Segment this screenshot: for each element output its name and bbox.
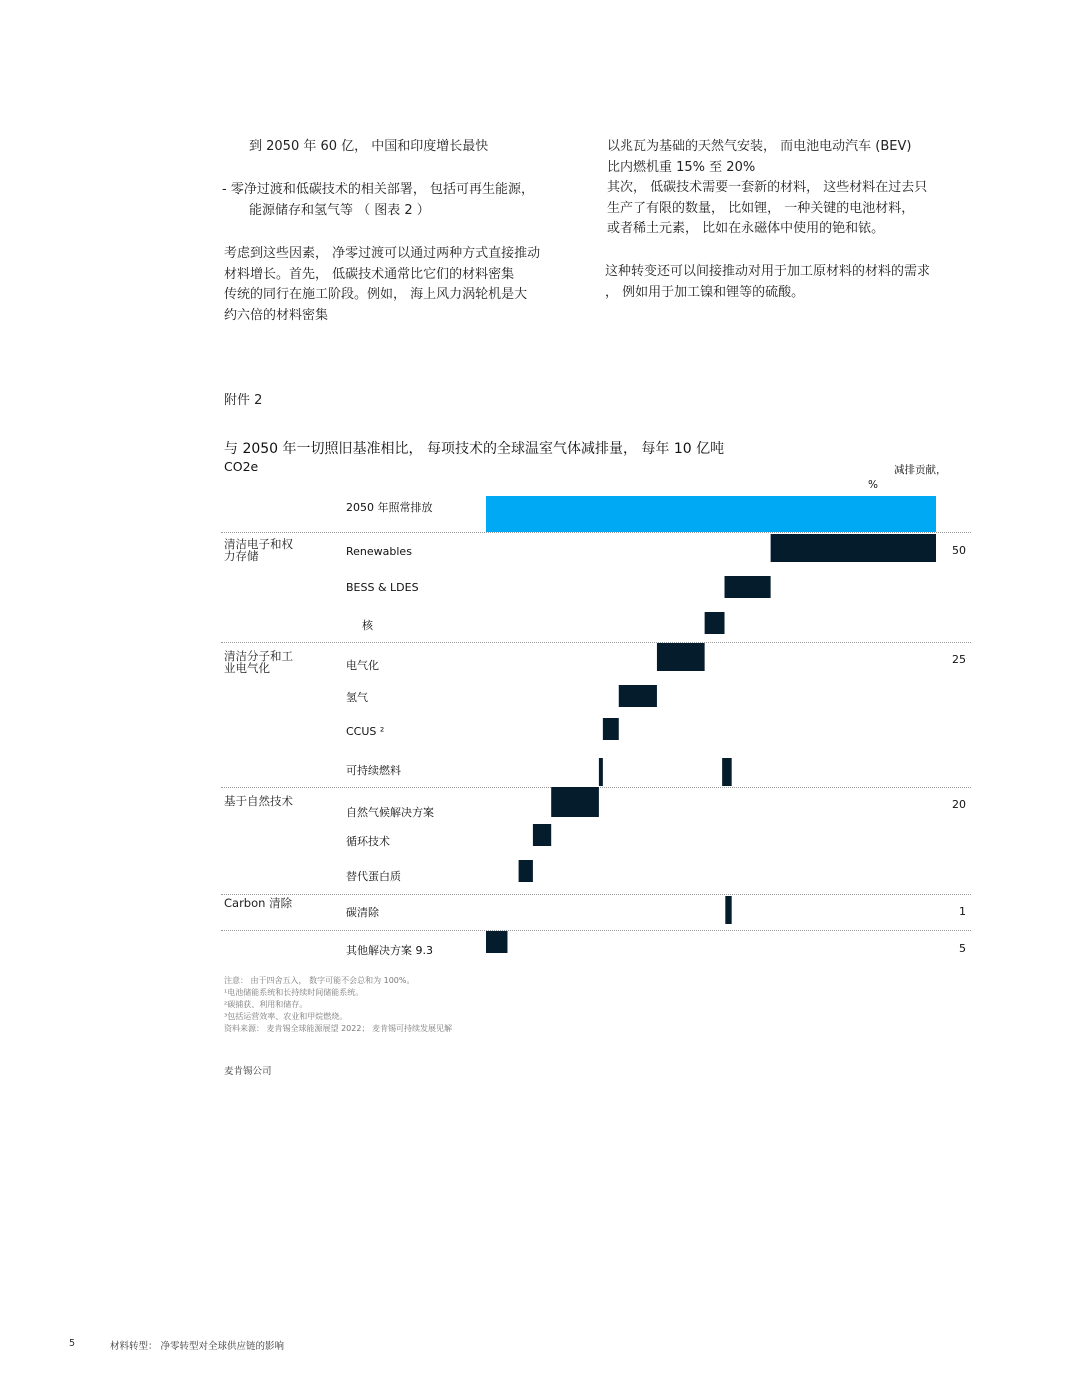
page-number: 5 <box>69 1338 76 1349</box>
bar-2 <box>705 612 725 634</box>
contribution-header: 减排贡献， <box>894 464 947 476</box>
group-contribution: 25 <box>952 653 966 666</box>
bar-11 <box>486 931 507 953</box>
paragraph-line: ， 例如用于加工镍和锂等的硫酸。 <box>605 284 805 300</box>
paragraph-line: 材料增长。首先， 低碳技术通常比它们的材料密集 <box>224 266 515 282</box>
row-label-alt-protein: 替代蛋白质 <box>346 870 401 883</box>
row-label-bess-ldes: BESS & LDES <box>346 581 419 594</box>
group-contribution: 50 <box>952 544 966 557</box>
group-contribution: 20 <box>952 798 966 811</box>
row-label-renewables: Renewables <box>346 545 412 558</box>
paragraph-line: 生产了有限的数量， 比如锂， 一种关键的电池材料， <box>607 200 915 216</box>
row-label-sustainable-fuels: 可持续燃料 <box>346 764 401 777</box>
row-label-carbon-removal: 碳清除 <box>346 906 379 919</box>
bar-4 <box>619 685 657 707</box>
text-left-bullet-cont: 能源储存和氢气等 （ 图表 2 ） <box>249 203 430 218</box>
row-label-hydrogen: 氢气 <box>346 691 368 704</box>
bar-baseline <box>486 496 936 532</box>
bar-3 <box>657 643 705 671</box>
footnote: ²碳捕获、利用和储存。 <box>224 1000 308 1009</box>
paragraph-line: 或者稀土元素， 比如在永磁体中使用的铯和铱。 <box>607 221 885 236</box>
footnote: 注意： 由于四舍五入， 数字可能不会总和为 100%。 <box>224 976 415 985</box>
paragraph-line: 这种转变还可以间接推动对用于加工原材料的材料的需求 <box>605 264 931 279</box>
chart-subtitle: CO2e <box>224 459 259 474</box>
row-label-electrification: 电气化 <box>346 659 379 672</box>
row-label-circular-tech: 循环技术 <box>346 835 390 848</box>
group-contribution: 5 <box>959 942 966 955</box>
contribution-unit: % <box>868 479 878 491</box>
bar-7 <box>551 787 599 817</box>
chart-title: 与 2050 年一切照旧基准相比， 每项技术的全球温室气体减排量， 每年 10 亿吨 <box>224 441 725 457</box>
footnote: ¹电池储能系统和长持续时间储能系统。 <box>224 988 364 997</box>
text-left-line1: 到 2050 年 60 亿， 中国和印度增长最快 <box>249 139 489 154</box>
group-label-nature-based: 基于自然技术 <box>224 794 293 808</box>
row-label-other-solutions: 其他解决方案 9.3 <box>346 944 433 957</box>
paragraph-line: 其次， 低碳技术需要一套新的材料， 这些材料在过去只 <box>607 180 928 195</box>
bar-10 <box>725 896 731 924</box>
row-label-baseline: 2050 年照常排放 <box>346 501 433 514</box>
bar-extra-0 <box>722 758 732 786</box>
row-label-natural-climate: 自然气候解决方案 <box>346 806 434 819</box>
paragraph-line: 考虑到这些因素， 净零过渡可以通过两种方式直接推动 <box>224 246 541 261</box>
footer-title: 材料转型： 净零转型对全球供应链的影响 <box>110 1341 285 1352</box>
row-label-ccus: CCUS ² <box>346 725 385 738</box>
bar-8 <box>533 824 551 846</box>
group-label-clean-electrons: 清洁电子和权力存储 <box>224 537 293 563</box>
bar-1 <box>725 576 771 598</box>
paragraph-line: 以兆瓦为基础的天然气安装， 而电池电动汽车 (BEV) <box>607 139 912 154</box>
paragraph-line: 约六倍的材料密集 <box>224 307 329 323</box>
group-contribution: 1 <box>959 905 966 918</box>
bar-0 <box>771 534 936 562</box>
text-left-bullet: - 零净过渡和低碳技术的相关部署， 包括可再生能源， <box>222 182 534 197</box>
bar-6 <box>599 758 603 786</box>
paragraph-line: 比内燃机重 15% 至 20% <box>607 159 756 175</box>
bar-9 <box>519 860 533 882</box>
group-label-clean-molecules: 清洁分子和工业电气化 <box>224 649 293 675</box>
paragraph-line: 传统的同行在施工阶段。例如， 海上风力涡轮机是大 <box>224 287 528 302</box>
footnote: ³包括运营效率、农业和甲烷燃烧。 <box>224 1012 348 1021</box>
bar-5 <box>603 718 619 740</box>
row-label-nuclear: 核 <box>362 619 373 632</box>
footnote: 资料来源： 麦肯锡全球能源展望 2022； 麦肯锡可持续发展见解 <box>224 1024 452 1033</box>
exhibit-label: 附件 2 <box>224 393 263 408</box>
group-label-carbon-removal: Carbon 清除 <box>224 896 293 910</box>
company-name: 麦肯锡公司 <box>224 1066 272 1077</box>
chart-footnotes <box>224 975 452 1035</box>
